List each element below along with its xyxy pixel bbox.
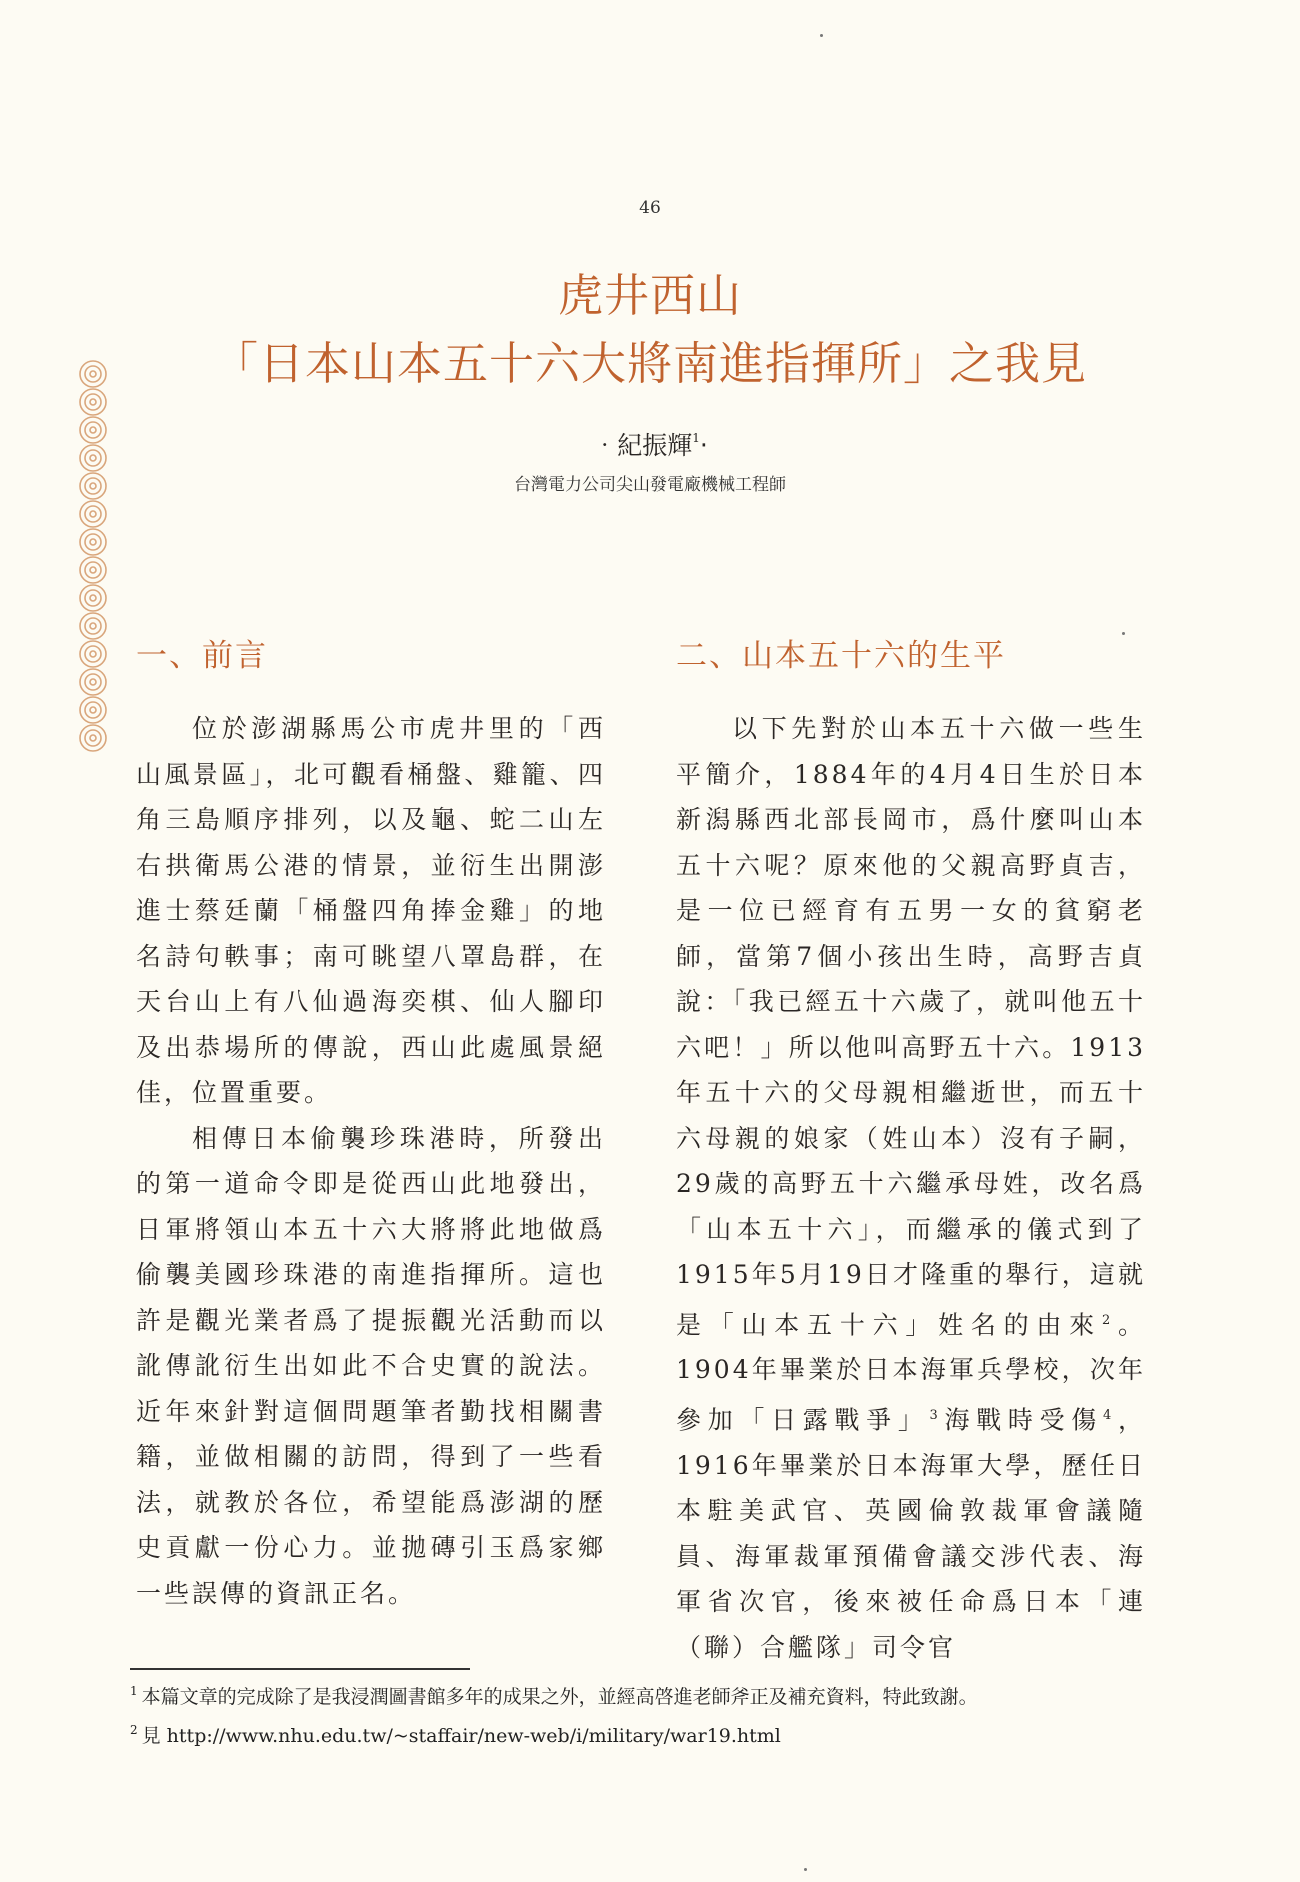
footnote-number: 1 [130, 1684, 138, 1698]
footnote [130, 1675, 1170, 1714]
rosette-chain-icon [74, 360, 112, 760]
body-text: 以下先對於山本五十六做一些生平簡介，1884年的4月4日生於日本新潟縣西北部長岡市，爲什麼叫山本五十六呢？原來他的父親高野貞吉，是一位已經育有五男一女的貧窮老師，當第7個小孩出生時，高野吉貞說：「我已經五十六歲了，就叫他五十六吧！」所以他叫高野五十六。1913年五十六的父母親相繼逝世，而五十六母親的娘家（姓山本）沒有子嗣，29歲的高野五十六繼承母姓，改名爲「山本五十六」，而繼承的儀式到了1915年5月19日才隆重的舉行，這就是「山本五十六」姓名的由來 [676, 714, 1146, 1339]
paragraph: 位於澎湖縣馬公市虎井里的「西山風景區」，北可觀看桶盤、雞籠、四角三島順序排列，以及龜、蛇二山左右拱衛馬公港的情景，並衍生出開澎進士蔡廷蘭「桶盤四角捧金雞」的地名詩句軼事；南可眺望八罩島群，在天台山上有八仙過海奕棋、仙人腳印及出恭場所的傳說，西山此處風景絕佳，位置重要。 [136, 714, 606, 1107]
paragraph: 相傳日本偷襲珍珠港時，所發出的第一道命令即是從西山此地發出，日軍將領山本五十六大將將此地做爲偷襲美國珍珠港的南進指揮所。這也許是觀光業者爲了提振觀光活動而以訛傳訛衍生出如此不合史實的說法。近年來針對這個問題筆者勤找相關書籍，並做相關的訪問，得到了一些看法，就教於各位，希望能爲澎湖的歷史貢獻一份心力。並拋磚引玉爲家鄉一些誤傳的資訊正名。 [136, 1123, 606, 1608]
footnote-ref-3: 3 [929, 1407, 941, 1423]
author-line [0, 426, 1300, 462]
footnote-text: 見 http://www.nhu.edu.tw/~staffair/new-web/i/military/war19.html [141, 1725, 781, 1747]
section-heading-biography: 二、山本五十六的生平 [676, 638, 1006, 674]
footnote-ref-2: 2 [1101, 1312, 1114, 1328]
left-column [136, 630, 606, 1616]
footnote [130, 1714, 1170, 1753]
scan-speck [1122, 632, 1125, 635]
section-heading-preface: 一、前言 [136, 638, 268, 674]
paragraph [676, 706, 1146, 1670]
author-suffix: ‧ [699, 431, 708, 460]
title-line-2: 「日本山本五十六大將南進指揮所」之我見 [212, 337, 1087, 390]
right-column [676, 630, 1146, 1670]
article-title [0, 262, 1300, 398]
body-text: 海戰時受傷 [940, 1405, 1103, 1435]
scan-speck [804, 1868, 807, 1871]
body-text: ，1916年畢業於日本海軍大學，歷任日本駐美武官、英國倫敦裁軍會議隨員、海軍裁軍預備會議交涉代表、海軍省次官，後來被任命爲日本「連（聯）合艦隊」司令官 [676, 1405, 1146, 1662]
author-name: ‧紀振輝 [592, 431, 693, 460]
scan-speck [820, 34, 823, 37]
title-line-1: 虎井西山 [557, 269, 742, 322]
page-number: 46 [639, 198, 661, 218]
footnote-ref-4: 4 [1103, 1407, 1115, 1423]
footnote-divider [130, 1668, 470, 1670]
footnote-text: 本篇文章的完成除了是我浸潤圖書館多年的成果之外，並經高啓進老師斧正及補充資料，特此致謝。 [141, 1686, 978, 1708]
footnotes [130, 1675, 1170, 1753]
author-affiliation: 台灣電力公司尖山發電廠機械工程師 [514, 475, 786, 495]
footnote-number: 2 [130, 1723, 138, 1737]
body-text: 。1904年畢業於日本海軍兵學校，次年參加「日露戰爭」 [676, 1309, 1146, 1435]
footnote-ref-1: 1 [692, 431, 700, 445]
